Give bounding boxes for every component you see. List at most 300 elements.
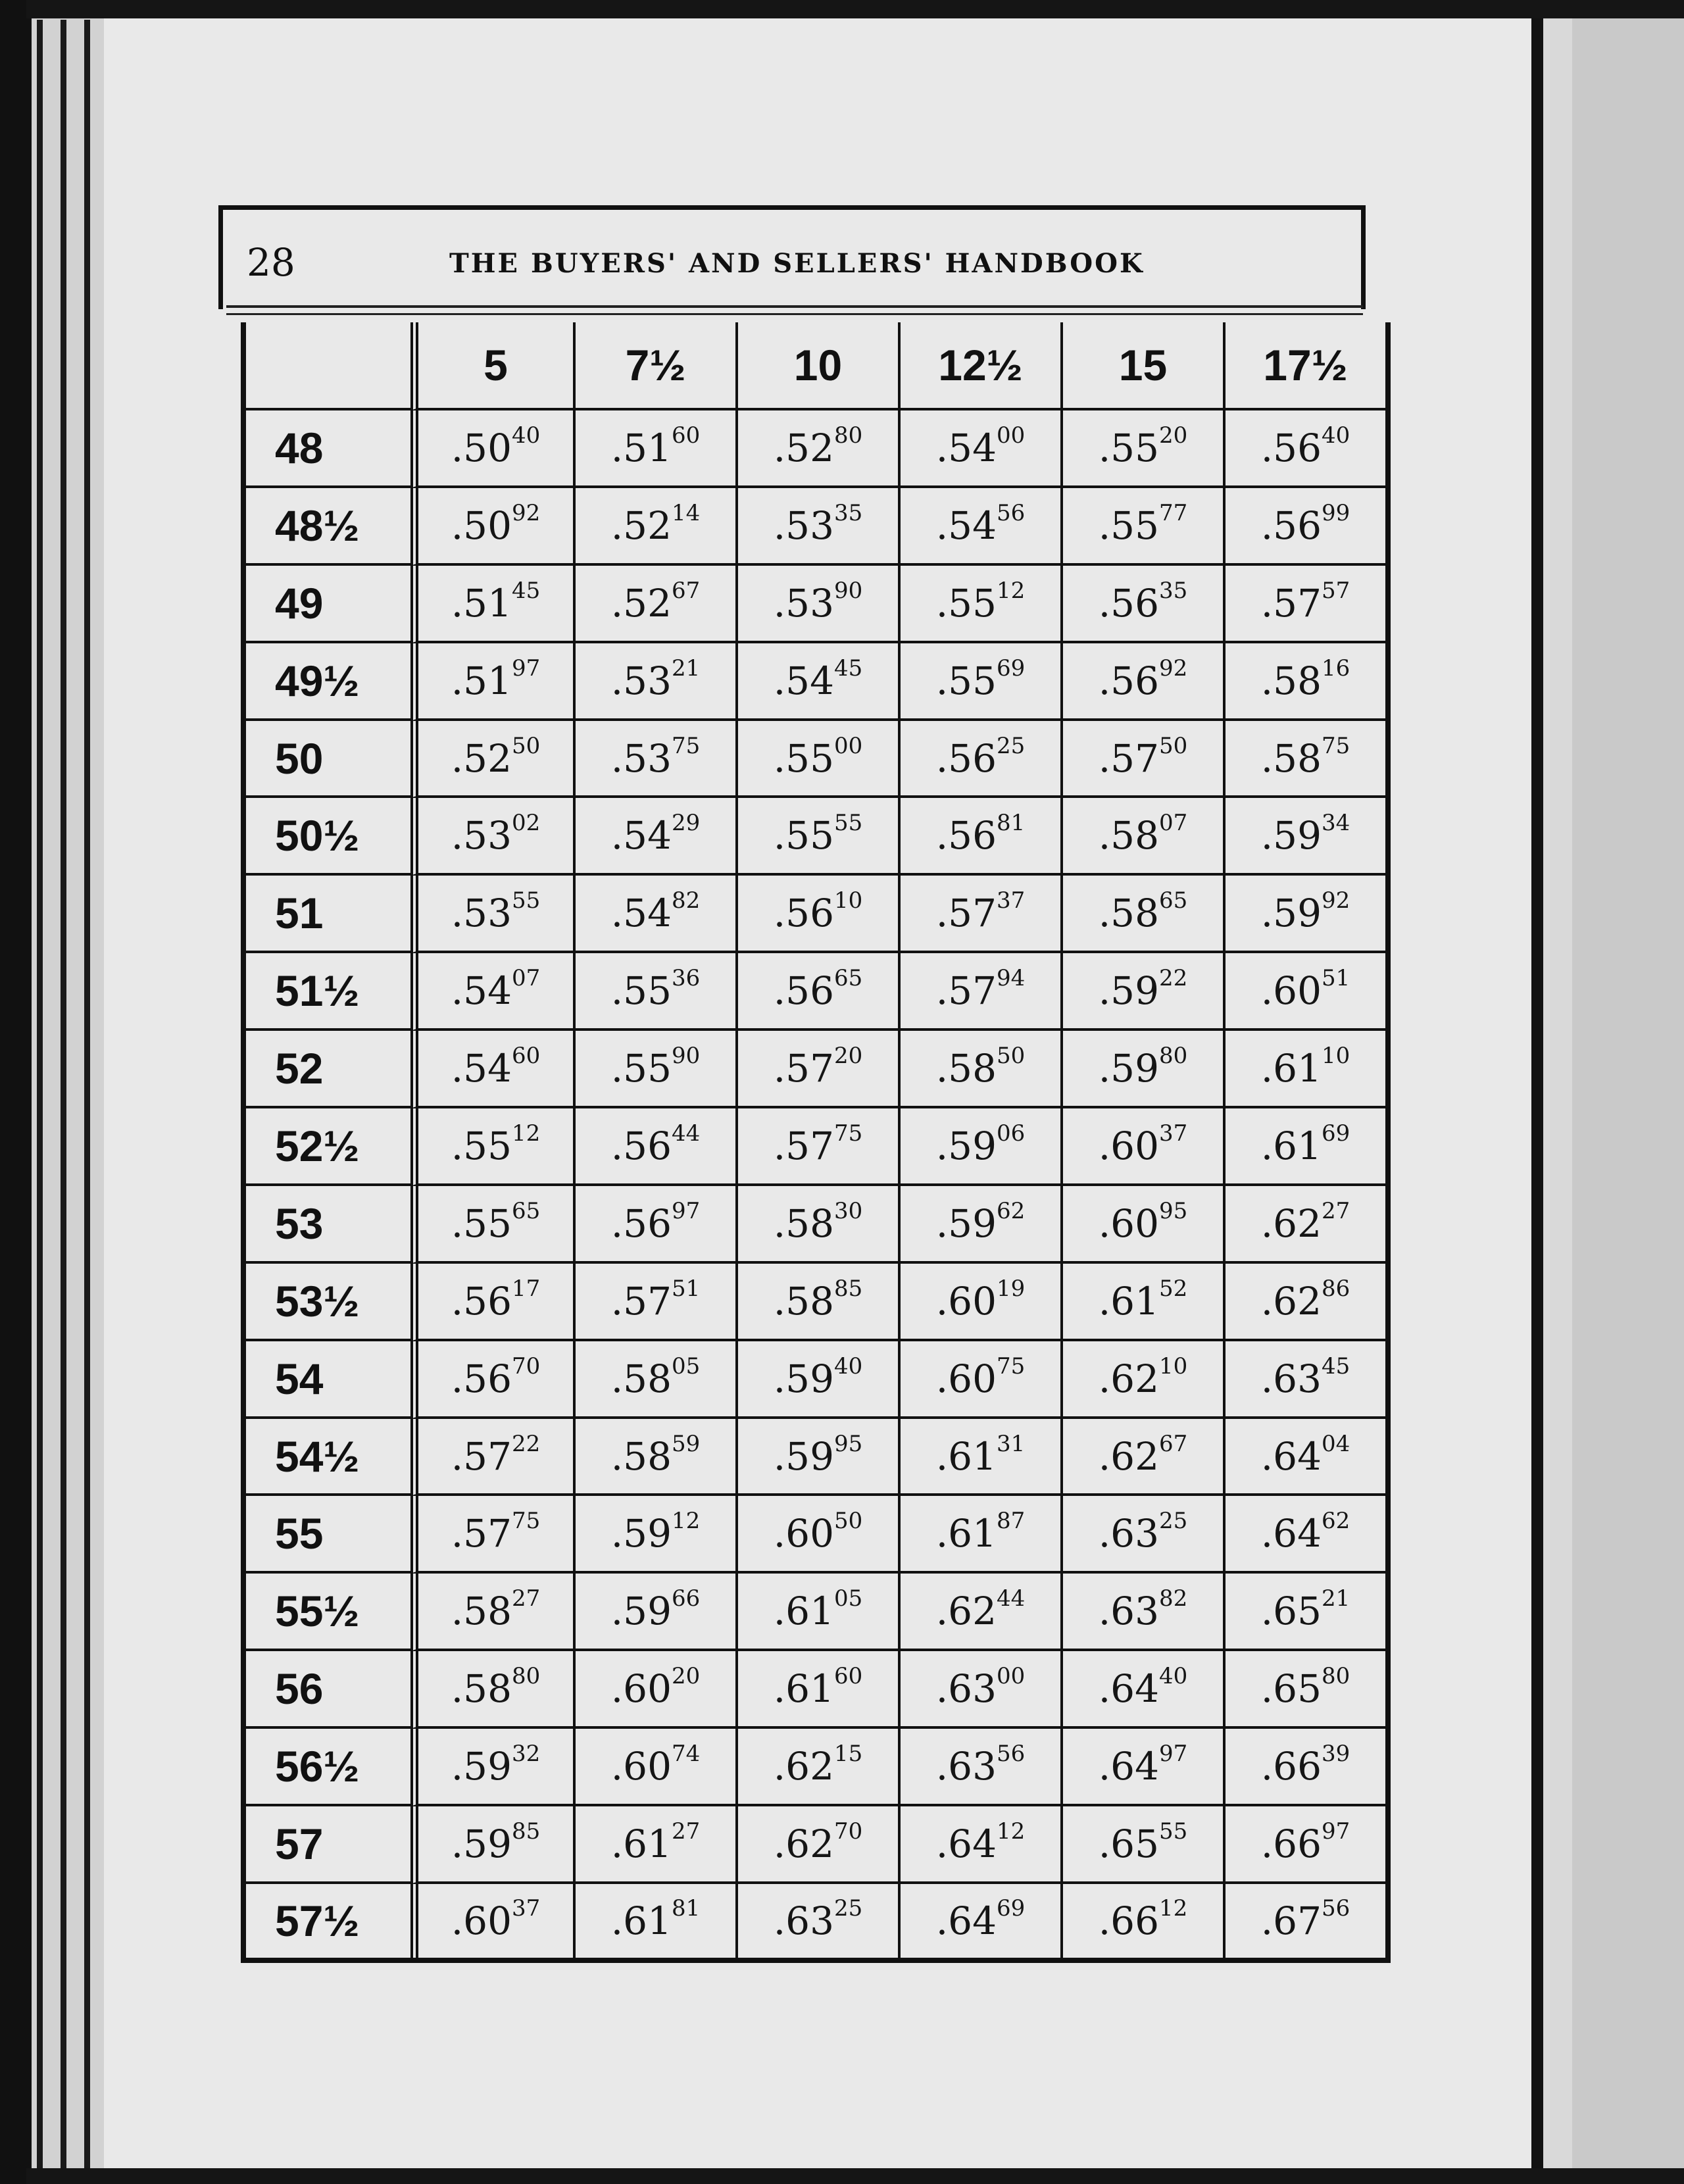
rate-value: .62 [773,1821,834,1866]
rate-value: .58 [1098,813,1159,858]
table-row [246,1264,1385,1341]
rate-cell [410,1574,573,1651]
row-label: 54½ [246,1419,410,1497]
rate-fraction: 40 [833,1353,863,1379]
rate-fraction: 75 [833,1120,863,1147]
rate-cell [898,1806,1060,1884]
rate-cell [573,410,735,488]
rate-fraction: 86 [1321,1275,1350,1302]
rate-value: .53 [773,503,834,548]
row-label: 55 [246,1496,410,1574]
table-header-row [246,322,1385,410]
rate-cell [1060,953,1223,1031]
rate-cell [1223,1574,1385,1651]
scan-border-top [26,0,1684,18]
rate-value: .63 [773,1898,834,1943]
rate-value: .51 [451,658,512,703]
row-label: 49½ [246,643,410,721]
rate-cell [898,798,1060,876]
rate-table-frame [241,322,1391,1963]
rate-fraction: 56 [1321,1895,1350,1922]
rate-cell [573,1729,735,1806]
rate-value: .55 [773,813,834,858]
rate-value: .60 [610,1744,672,1789]
rate-fraction: 50 [1158,732,1188,759]
rate-value: .58 [451,1589,512,1634]
rate-fraction: 51 [671,1275,701,1302]
rate-cell [1223,721,1385,799]
rate-cell [898,1496,1060,1574]
rate-cell [735,1341,898,1419]
row-label: 50 [246,721,410,799]
rate-cell [1060,1574,1223,1651]
rate-value: .58 [610,1356,672,1401]
rate-value: .61 [773,1666,834,1712]
rate-cell [898,876,1060,953]
rate-fraction: 90 [833,577,863,604]
rate-fraction: 29 [671,810,701,837]
scan-border-left [0,0,32,2184]
rate-fraction: 60 [511,1043,541,1070]
rate-fraction: 05 [671,1353,701,1379]
rate-fraction: 75 [671,732,701,759]
rate-value: .61 [1098,1278,1159,1324]
rate-cell [1060,1806,1223,1884]
rate-fraction: 12 [511,1120,541,1147]
row-label: 48 [246,410,410,488]
rate-value: .57 [773,1046,834,1091]
rate-fraction: 22 [1158,965,1188,992]
row-label: 56½ [246,1729,410,1806]
rate-value: .60 [773,1511,834,1556]
rate-value: .53 [451,891,512,936]
rate-fraction: 21 [671,655,701,682]
rate-value: .59 [1260,813,1322,858]
rate-cell [573,643,735,721]
rate-fraction: 52 [1158,1275,1188,1302]
table-row [246,1031,1385,1108]
rate-cell [1060,1651,1223,1729]
rate-value: .56 [1260,425,1322,470]
rate-fraction: 95 [1158,1197,1188,1224]
rate-fraction: 69 [1321,1120,1350,1147]
rate-fraction: 10 [833,887,863,914]
rate-value: .57 [935,968,997,1014]
rate-value: .51 [610,425,672,470]
rate-cell [1223,876,1385,953]
rate-fraction: 32 [511,1741,541,1768]
rate-fraction: 82 [1158,1585,1188,1612]
rate-cell [735,1108,898,1186]
rate-cell [410,721,573,799]
rate-cell [735,721,898,799]
rate-fraction: 20 [833,1043,863,1070]
rate-fraction: 04 [1321,1430,1350,1457]
rate-fraction: 67 [1158,1430,1188,1457]
rate-value: .64 [1098,1744,1159,1789]
rate-cell [573,1806,735,1884]
rate-cell [410,1264,573,1341]
rate-cell [735,876,898,953]
rate-fraction: 65 [511,1197,541,1224]
rate-value: .61 [1260,1046,1322,1091]
rate-value: .53 [610,735,672,781]
rate-fraction: 20 [671,1663,701,1690]
rate-fraction: 57 [1321,577,1350,604]
rate-value: .55 [451,1201,512,1246]
rate-value: .52 [773,425,834,470]
rate-cell [735,1496,898,1574]
rate-value: .62 [1260,1201,1322,1246]
rate-fraction: 25 [833,1895,863,1922]
rate-cell [735,1729,898,1806]
rate-value: .55 [773,735,834,781]
rate-cell [410,1341,573,1419]
rate-cell [898,1884,1060,1958]
rate-fraction: 19 [996,1275,1026,1302]
rate-fraction: 14 [671,499,701,526]
rate-value: .62 [1260,1278,1322,1324]
rate-fraction: 77 [1158,499,1188,526]
rate-fraction: 74 [671,1741,701,1768]
rate-value: .58 [1098,891,1159,936]
rate-cell [898,1651,1060,1729]
rate-fraction: 20 [1158,422,1188,449]
rate-value: .66 [1098,1898,1159,1943]
rate-value: .59 [935,1201,997,1246]
table-body [246,410,1385,1958]
header-rule [226,313,1363,315]
rate-fraction: 75 [996,1353,1026,1379]
rate-fraction: 92 [1158,655,1188,682]
rate-fraction: 25 [1158,1508,1188,1535]
rate-fraction: 40 [1158,1663,1188,1690]
rate-value: .60 [1098,1123,1159,1168]
row-label: 52½ [246,1108,410,1186]
rate-cell [573,798,735,876]
rate-cell [898,1341,1060,1419]
rate-fraction: 51 [1321,965,1350,992]
rate-value: .52 [610,580,672,626]
rate-cell [1060,876,1223,953]
book-edge-line [84,20,90,2171]
rate-value: .59 [1098,1046,1159,1091]
rate-value: .61 [1260,1123,1322,1168]
rate-value: .58 [773,1201,834,1246]
rate-cell [898,1031,1060,1108]
rate-value: .63 [935,1744,997,1789]
rate-value: .53 [773,580,834,626]
rate-fraction: 92 [1321,887,1350,914]
rate-value: .57 [1260,580,1322,626]
row-label: 55½ [246,1574,410,1651]
rate-cell [573,1496,735,1574]
rate-value: .56 [1260,503,1322,548]
rate-cell [735,1574,898,1651]
rate-value: .60 [935,1278,997,1324]
rate-cell [410,1729,573,1806]
rate-value: .61 [610,1898,672,1943]
rate-value: .61 [935,1433,997,1479]
rate-fraction: 56 [996,1741,1026,1768]
rate-value: .66 [1260,1821,1322,1866]
row-label: 57½ [275,1896,360,1945]
rate-value: .54 [773,658,834,703]
rate-fraction: 12 [996,577,1026,604]
rate-cell [1060,410,1223,488]
rate-value: .61 [935,1511,997,1556]
rate-cell [898,953,1060,1031]
rate-cell [573,1186,735,1264]
rate-value: .53 [610,658,672,703]
rate-cell [1060,1729,1223,1806]
rate-value: .56 [451,1278,512,1324]
rate-cell [898,721,1060,799]
table-row [246,1574,1385,1651]
rate-fraction: 80 [1158,1043,1188,1070]
rate-fraction: 87 [996,1508,1026,1535]
rate-cell [735,1186,898,1264]
rate-value: .59 [451,1821,512,1866]
rate-cell [410,1806,573,1884]
rate-value: .53 [451,813,512,858]
rate-fraction: 82 [671,887,701,914]
rate-fraction: 55 [1158,1818,1188,1845]
rate-value: .60 [451,1898,512,1943]
rate-value: .56 [451,1356,512,1401]
rate-fraction: 70 [833,1818,863,1845]
rate-fraction: 36 [671,965,701,992]
rate-cell [898,643,1060,721]
rate-value: .62 [1098,1356,1159,1401]
rate-fraction: 02 [511,810,541,837]
rate-fraction: 65 [1158,887,1188,914]
rate-cell [735,953,898,1031]
rate-fraction: 70 [511,1353,541,1379]
rate-fraction: 92 [511,499,541,526]
rate-cell [1060,488,1223,566]
rate-fraction: 94 [996,965,1026,992]
rate-value: .59 [773,1356,834,1401]
row-label: 50½ [246,798,410,876]
rate-fraction: 80 [511,1663,541,1690]
rate-fraction: 75 [511,1508,541,1535]
rate-cell [735,798,898,876]
page-number: 28 [247,240,295,285]
rate-fraction: 34 [1321,810,1350,837]
row-label: 51 [246,876,410,953]
rate-cell [735,566,898,643]
rate-cell [573,1651,735,1729]
rate-fraction: 80 [1321,1663,1350,1690]
rate-value: .63 [935,1666,997,1712]
rate-fraction: 97 [511,655,541,682]
rate-value: .55 [610,1046,672,1091]
rate-value: .55 [451,1123,512,1168]
rate-fraction: 97 [671,1197,701,1224]
rate-cell [1223,488,1385,566]
table-row [246,798,1385,876]
rate-value: .61 [773,1589,834,1634]
table-row [246,1496,1385,1574]
rate-value: .54 [610,891,672,936]
rate-value: .58 [610,1433,672,1479]
rate-value: .54 [935,425,997,470]
rate-value: .56 [610,1201,672,1246]
rate-value: .64 [1260,1433,1322,1479]
rate-cell [1223,953,1385,1031]
rate-fraction: 45 [1321,1353,1350,1379]
rate-cell [410,798,573,876]
table-row [246,876,1385,953]
rate-value: .50 [451,503,512,548]
rate-value: .63 [1098,1589,1159,1634]
rate-fraction: 60 [833,1663,863,1690]
rate-value: .58 [451,1666,512,1712]
rate-fraction: 69 [996,655,1026,682]
rate-cell [898,488,1060,566]
rate-cell [898,410,1060,488]
rate-cell [1060,643,1223,721]
rate-value: .64 [1098,1666,1159,1712]
rate-value: .63 [1260,1356,1322,1401]
rate-cell [1223,1884,1385,1958]
rate-value: .51 [451,580,512,626]
rate-cell [1223,1186,1385,1264]
rate-fraction: 00 [996,1663,1026,1690]
rate-value: .65 [1260,1589,1322,1634]
rate-cell [573,488,735,566]
rate-fraction: 90 [671,1043,701,1070]
rate-cell [573,1884,735,1958]
rate-fraction: 07 [511,965,541,992]
rate-fraction: 27 [671,1818,701,1845]
rate-fraction: 50 [996,1043,1026,1070]
rate-value: .54 [610,813,672,858]
table-row [246,410,1385,488]
rate-value: .54 [935,503,997,548]
rate-fraction: 85 [833,1275,863,1302]
rate-value: .54 [451,1046,512,1091]
rate-cell [410,876,573,953]
rate-cell [898,566,1060,643]
rate-fraction: 39 [1321,1741,1350,1768]
rate-fraction: 50 [833,1508,863,1535]
rate-cell [898,1419,1060,1497]
rate-cell [898,1574,1060,1651]
column-header: 15 [1060,322,1223,410]
rate-fraction: 06 [996,1120,1026,1147]
rate-fraction: 95 [833,1430,863,1457]
rate-fraction: 55 [511,887,541,914]
rate-cell [898,1186,1060,1264]
rate-value: .57 [610,1278,672,1324]
rate-cell [1223,1108,1385,1186]
table-row [246,488,1385,566]
rate-value: .65 [1260,1666,1322,1712]
column-header: 17½ [1223,322,1385,410]
scan-border-bottom [26,2168,1684,2184]
rate-value: .57 [773,1123,834,1168]
rate-value: .55 [935,580,997,626]
rate-cell [1223,1031,1385,1108]
rate-cell [410,1884,573,1958]
rate-cell [1223,1729,1385,1806]
rate-cell [898,1108,1060,1186]
rate-fraction: 62 [1321,1508,1350,1535]
rate-fraction: 27 [1321,1197,1350,1224]
rate-fraction: 10 [1158,1353,1188,1379]
rate-value: .58 [935,1046,997,1091]
rate-fraction: 22 [511,1430,541,1457]
rate-fraction: 35 [833,499,863,526]
rate-fraction: 55 [833,810,863,837]
rate-fraction: 97 [1321,1818,1350,1845]
rate-cell [1060,798,1223,876]
rate-value: .59 [935,1123,997,1168]
header-rule [226,305,1363,308]
rate-fraction: 56 [996,499,1026,526]
rate-cell [573,566,735,643]
column-header: 7½ [573,322,735,410]
rate-cell [1060,1496,1223,1574]
rate-cell [1223,1651,1385,1729]
rate-cell [410,566,573,643]
rate-fraction: 81 [671,1895,701,1922]
page-header [218,205,1366,309]
row-label: 52 [246,1031,410,1108]
table-row [246,1341,1385,1419]
rate-value: .52 [610,503,672,548]
rate-fraction: 66 [671,1585,701,1612]
rate-cell [410,410,573,488]
rate-fraction: 40 [511,422,541,449]
column-header: 5 [410,322,573,410]
table-row [246,643,1385,721]
rate-fraction: 50 [511,732,541,759]
running-head: THE BUYERS' AND SELLERS' HANDBOOK [449,248,1145,279]
rate-cell [735,1419,898,1497]
rate-fraction: 25 [996,732,1026,759]
rate-cell [1223,643,1385,721]
rate-value: .52 [451,735,512,781]
rate-fraction: 67 [671,577,701,604]
rate-cell [573,721,735,799]
table-row [246,1806,1385,1884]
rate-cell [573,1419,735,1497]
row-label: 53 [246,1186,410,1264]
rate-value: .62 [935,1589,997,1634]
rate-cell [1060,1186,1223,1264]
rate-value: .60 [1098,1201,1159,1246]
rate-fraction: 21 [1321,1585,1350,1612]
row-label: 53½ [246,1264,410,1341]
rate-cell [573,1108,735,1186]
rate-value: .66 [1260,1744,1322,1789]
rate-cell [573,1341,735,1419]
rate-fraction: 44 [671,1120,701,1147]
row-label: 48½ [246,488,410,566]
rate-cell [1223,566,1385,643]
rate-cell [735,1884,898,1958]
rate-value: .57 [451,1433,512,1479]
table-row [246,1729,1385,1806]
facing-page-edge [1572,18,1684,2168]
rate-fraction: 37 [1158,1120,1188,1147]
column-header: 10 [735,322,898,410]
rate-fraction: 69 [996,1895,1026,1922]
rate-fraction: 15 [833,1741,863,1768]
